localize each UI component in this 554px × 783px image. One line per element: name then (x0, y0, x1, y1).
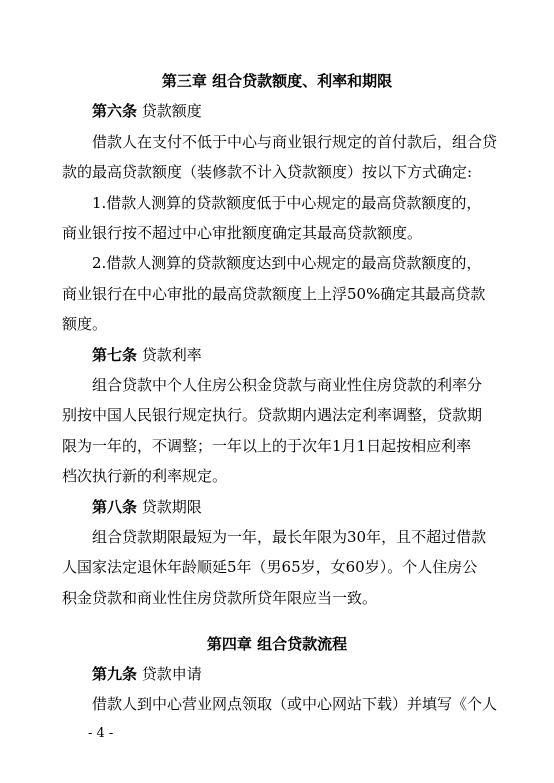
paragraph-line: 别按中国人民银行规定执行。贷款期内遇法定利率调整，贷款期 (62, 406, 483, 424)
paragraph-line: 借款人到中心营业网点领取（或中心网站下载）并填写《个人 (92, 695, 498, 713)
paragraph-line: 组合贷款期限最短为一年，最长年限为30年，且不超过借款 (92, 528, 487, 546)
article-6-heading (0, 101, 554, 121)
article-8-heading (0, 497, 554, 517)
chapter-4-heading: 第四章 组合贷款流程 (206, 635, 348, 653)
paragraph-line: 组合贷款中个人住房公积金贷款与商业性住房贷款的利率分 (92, 376, 483, 394)
paragraph-line: 档次执行新的利率规定。 (62, 467, 228, 485)
article-9-heading (0, 664, 554, 684)
article-9-title: 贷款申请 (141, 665, 202, 683)
article-7-heading (0, 345, 554, 365)
paragraph-line: 款的最高贷款额度（装修款不计入贷款额度）按以下方式确定: (62, 163, 473, 181)
paragraph-line: 限为一年的，不调整；一年以上的于次年1月1日起按相应利率 (62, 437, 472, 455)
paragraph-line: 积金贷款和商业性住房贷款所贷年限应当一致。 (62, 589, 378, 607)
chapter-3-heading: 第三章 组合贷款额度、利率和期限 (161, 72, 393, 90)
page-number: - 4 - (88, 726, 114, 741)
paragraph-line: 1.借款人测算的贷款额度低于中心规定的最高贷款额度的， (92, 194, 482, 212)
article-8-title: 贷款期限 (141, 498, 202, 516)
paragraph-line: 人国家法定退休年龄顺延5年（男65岁，女60岁）。个人住房公 (62, 558, 478, 576)
paragraph-line: 商业银行在中心审批的最高贷款额度上上浮50%确定其最高贷款 (62, 285, 486, 303)
article-6-number: 第六条 (92, 102, 138, 120)
article-9-number: 第九条 (92, 665, 138, 683)
paragraph-line: 2.借款人测算的贷款额度达到中心规定的最高贷款额度的， (92, 254, 482, 272)
article-8-number: 第八条 (92, 498, 138, 516)
article-6-title: 贷款额度 (141, 102, 202, 120)
paragraph-line: 借款人在支付不低于中心与商业银行规定的首付款后，组合贷 (92, 133, 498, 151)
paragraph-line: 商业银行按不超过中心审批额度确定其最高贷款额度。 (62, 224, 423, 242)
article-7-title: 贷款利率 (141, 346, 202, 364)
article-7-number: 第七条 (92, 346, 138, 364)
paragraph-line: 额度。 (62, 315, 108, 333)
